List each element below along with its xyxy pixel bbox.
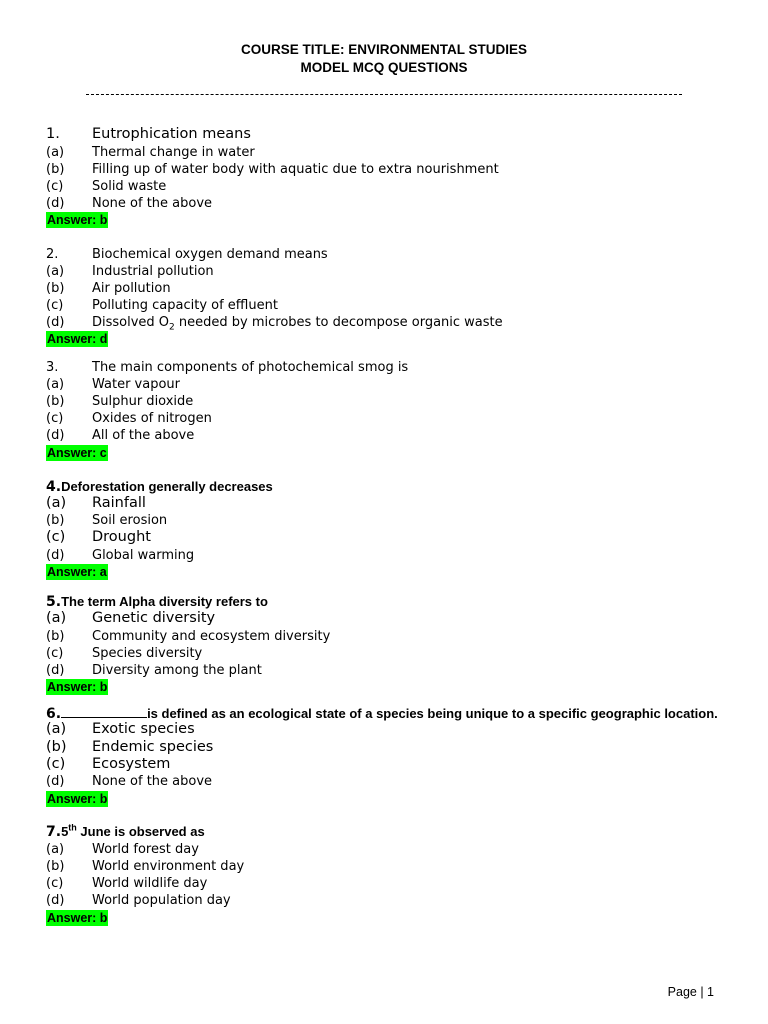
- option-text: World population day: [92, 893, 231, 908]
- option-label: (d): [46, 428, 65, 443]
- option-a: [46, 610, 215, 627]
- option-text: Soil erosion: [92, 513, 168, 528]
- option-label: (a): [46, 264, 65, 279]
- option-label: (b): [46, 859, 65, 874]
- option-label: (a): [46, 145, 65, 160]
- answer-highlight: Answer: b: [47, 213, 108, 227]
- option-text: Drought: [92, 529, 151, 545]
- option-label: (b): [46, 394, 65, 409]
- answer-highlight: Answer: a: [47, 565, 107, 579]
- option-label: (b): [46, 739, 67, 755]
- option-text: World environment day: [92, 859, 245, 874]
- answer-highlight: Answer: d: [47, 332, 108, 346]
- option-d: [46, 195, 212, 212]
- option-text: Solid waste: [92, 179, 167, 194]
- option-label: (a): [46, 721, 67, 737]
- option-text: Ecosystem: [92, 756, 171, 772]
- option-b: [46, 280, 171, 297]
- option-text: Air pollution: [92, 281, 171, 296]
- course-title: COURSE TITLE: ENVIRONMENTAL STUDIES: [240, 42, 527, 57]
- option-a: [46, 144, 255, 161]
- option-text: Sulphur dioxide: [92, 394, 194, 409]
- question-text: The main components of photochemical smog is: [92, 360, 409, 375]
- answer-highlight: Answer: b: [47, 792, 108, 806]
- option-text: [92, 315, 503, 333]
- question-6: [46, 705, 718, 722]
- option-label: (c): [46, 529, 66, 545]
- option-a: [46, 841, 199, 858]
- option-c: [46, 178, 166, 195]
- option-label: (c): [46, 411, 64, 426]
- question-text: The term Alpha diversity refers to: [61, 594, 268, 609]
- option-text: Genetic diversity: [92, 610, 216, 626]
- question-number: 7.: [46, 824, 62, 840]
- option-d: [46, 662, 262, 679]
- option-label: (d): [46, 893, 65, 908]
- option-label: (c): [46, 756, 66, 772]
- superscript: th: [68, 822, 77, 833]
- option-d: [46, 427, 194, 444]
- option-a: [46, 495, 146, 512]
- option-text: Endemic species: [92, 739, 214, 755]
- option-label: (d): [46, 315, 65, 330]
- question-7: [46, 823, 205, 840]
- option-text: Polluting capacity of effluent: [92, 298, 278, 313]
- question-1: [46, 126, 251, 143]
- question-number: 1.: [46, 126, 60, 142]
- option-text: World forest day: [92, 842, 199, 857]
- option-label: (c): [46, 298, 64, 313]
- option-c: [46, 875, 207, 892]
- question-text-part: 5: [61, 824, 69, 839]
- option-label: (d): [46, 774, 65, 789]
- option-text-part: needed by microbes to decompose organic waste: [174, 315, 503, 330]
- option-text: Filling up of water body with aquatic due to extra nourishment: [92, 162, 499, 177]
- answer-highlight: Answer: c: [47, 446, 107, 460]
- option-text: Diversity among the plant: [92, 663, 262, 678]
- option-b: [46, 858, 244, 875]
- option-b: [46, 628, 330, 645]
- option-label: (a): [46, 377, 65, 392]
- document-subtitle: MODEL MCQ QUESTIONS: [300, 60, 468, 75]
- page-number: Page | 1: [667, 985, 714, 999]
- dashed-divider: [86, 94, 682, 95]
- option-text: Water vapour: [92, 377, 181, 392]
- option-d: [46, 892, 231, 909]
- option-text: Species diversity: [92, 646, 203, 661]
- option-text: Global warming: [92, 548, 195, 563]
- option-b: [46, 512, 167, 529]
- option-c: [46, 297, 278, 314]
- option-a: [46, 376, 180, 393]
- option-d: [46, 314, 503, 331]
- question-4: [46, 478, 273, 495]
- question-text: is defined as an ecological state of a species being unique to a specific geographic location.: [147, 706, 718, 721]
- option-text: World wildlife day: [92, 876, 208, 891]
- option-text: None of the above: [92, 774, 213, 789]
- option-label: (c): [46, 179, 64, 194]
- question-text: [61, 824, 205, 839]
- option-label: (b): [46, 513, 65, 528]
- option-label: (b): [46, 281, 65, 296]
- option-b: [46, 739, 213, 756]
- answer-highlight: Answer: b: [47, 680, 108, 694]
- option-text: Rainfall: [92, 495, 146, 511]
- option-text: All of the above: [92, 428, 195, 443]
- question-text: Deforestation generally decreases: [61, 479, 273, 494]
- option-text: Thermal change in water: [92, 145, 255, 160]
- fill-in-blank: [61, 705, 147, 718]
- option-label: (b): [46, 629, 65, 644]
- option-label: (d): [46, 663, 65, 678]
- option-b: [46, 161, 499, 178]
- question-number: 4.: [46, 479, 62, 495]
- option-a: [46, 263, 214, 280]
- option-label: (a): [46, 495, 67, 511]
- answer-highlight: Answer: b: [47, 911, 108, 925]
- question-number: 2.: [46, 247, 59, 262]
- option-c: [46, 645, 202, 662]
- option-d: [46, 547, 194, 564]
- option-text: Exotic species: [92, 721, 195, 737]
- option-label: (a): [46, 610, 67, 626]
- option-b: [46, 393, 193, 410]
- option-a: [46, 721, 195, 738]
- option-d: [46, 773, 212, 790]
- question-number: 6.: [46, 706, 62, 722]
- question-number: 3.: [46, 360, 59, 375]
- option-label: (d): [46, 548, 65, 563]
- option-text: Oxides of nitrogen: [92, 411, 212, 426]
- question-2: [46, 246, 328, 263]
- option-label: (c): [46, 876, 64, 891]
- question-number: 5.: [46, 594, 62, 610]
- option-label: (b): [46, 162, 65, 177]
- option-label: (c): [46, 646, 64, 661]
- question-text: Eutrophication means: [92, 126, 251, 142]
- option-c: [46, 529, 151, 546]
- option-text: Industrial pollution: [92, 264, 214, 279]
- option-c: [46, 756, 170, 773]
- option-label: (d): [46, 196, 65, 211]
- question-text: Biochemical oxygen demand means: [92, 247, 328, 262]
- question-5: [46, 593, 268, 610]
- option-text: None of the above: [92, 196, 213, 211]
- option-text: Community and ecosystem diversity: [92, 629, 331, 644]
- option-text-part: Dissolved O: [92, 315, 170, 330]
- option-c: [46, 410, 212, 427]
- question-3: [46, 359, 408, 376]
- question-text-part: June is observed as: [76, 824, 205, 839]
- option-label: (a): [46, 842, 65, 857]
- subscript: 2: [169, 322, 175, 333]
